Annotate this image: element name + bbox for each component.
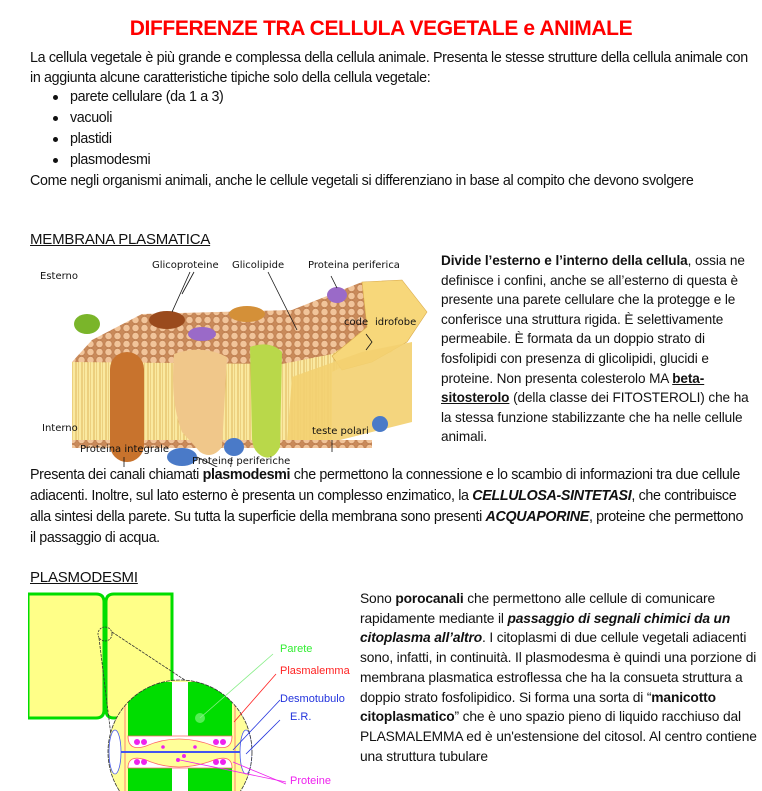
membrane-diagram (32, 252, 432, 467)
page-title: DIFFERENZE TRA CELLULA VEGETALE e ANIMALE (129, 17, 633, 40)
label-desmotubulo: Desmotubulo (280, 693, 345, 705)
label-proteina-periferica: Proteina periferica (308, 260, 400, 271)
label-proteine-periferiche: Proteine periferiche (192, 456, 291, 467)
label-proteina-integrale: Proteina integrale (80, 444, 170, 455)
bullet-icon (53, 95, 58, 100)
section-heading-membrana: MEMBRANA PLASMATICA (30, 231, 211, 248)
intro-paragraph: La cellula vegetale è più grande e complessa della cellula animale. Presenta le stesse strutture della cellula animale con in aggiunta alcune caratteristiche tipiche solo della cellula vegetale: (30, 50, 748, 86)
list-item: plastidi (30, 129, 223, 150)
label-er: E.R. (290, 711, 312, 723)
list-item: vacuoli (30, 108, 223, 129)
label-plasmalemma: Plasmalemma (280, 665, 350, 677)
list-item: parete cellulare (da 1 a 3) (30, 87, 223, 108)
bullet-icon (53, 158, 58, 163)
features-list (30, 87, 223, 171)
label-glicoproteine: Glicoproteine (152, 260, 219, 271)
label-proteine: Proteine (290, 775, 331, 787)
label-teste-polari: teste polari (312, 426, 369, 437)
plasmodesmi-description: Sono porocanali che permettono alle cellule di comunicare rapidamente mediante il passaggio di segnali chimici da un citoplasma all’altro. I citoplasmi di due cellule vegetali adiacenti sono, infatti, in continuità. Il plasmodesma è quindi una porzione di membrana plasmatica estroflessa che ha la consueta struttura a doppio strato fosfolipidico. Si forma una sorta di “manicotto citoplasmatico” che è uno spazio pieno di liquido racchiuso dal PLASMALEMMA ed è un'estensione del citosol. Al centro contiene una struttura tubulare (360, 591, 757, 764)
membrane-description: Divide l’esterno e l’interno della cellula, ossia ne definisce i confini, anche se all’esterno di questa è presente una parete cellulare che la protegge e le conferisce una struttura rigida. È selettivamente permeabile. È formata da un doppio strato di fosfolipidi con presenza di glicolipidi, glucidi e proteine. Non presenta colesterolo MA beta-sitosterolo (della classe dei FITOSTEROLI) che ha la stessa funzione stabilizzante che ha nelle cellule animali. (441, 253, 749, 445)
label-code: code (344, 317, 369, 328)
list-item: plasmodesmi (30, 150, 223, 171)
label-interno: Interno (42, 423, 78, 434)
plasmodesmi-diagram (28, 592, 358, 791)
label-idrofobe: idrofobe (375, 317, 417, 328)
label-parete: Parete (280, 643, 313, 655)
bullet-icon (53, 137, 58, 142)
plasmodesmi-intro-paragraph: Presenta dei canali chiamati plasmodesmi che permettono la connessione e lo scambio di informazioni tra due cellule adiacenti. Inoltre, sul lato esterno è presenta un complesso enzimatico, la CELLULOSA-SINTETASI, che contribuisce alla sintesi della parete. Su tutta la superficie della membrana sono presenti ACQUAPORINE, proteine che permettono il passaggio di acqua. (30, 467, 744, 546)
differentiation-paragraph: Come negli organismi animali, anche le cellule vegetali si differenziano in base al compito che devono svolgere (30, 173, 694, 189)
bullet-icon (53, 116, 58, 121)
label-esterno: Esterno (40, 271, 78, 282)
label-glicolipide: Glicolipide (232, 260, 285, 271)
section-heading-plasmodesmi: PLASMODESMI (30, 569, 138, 586)
